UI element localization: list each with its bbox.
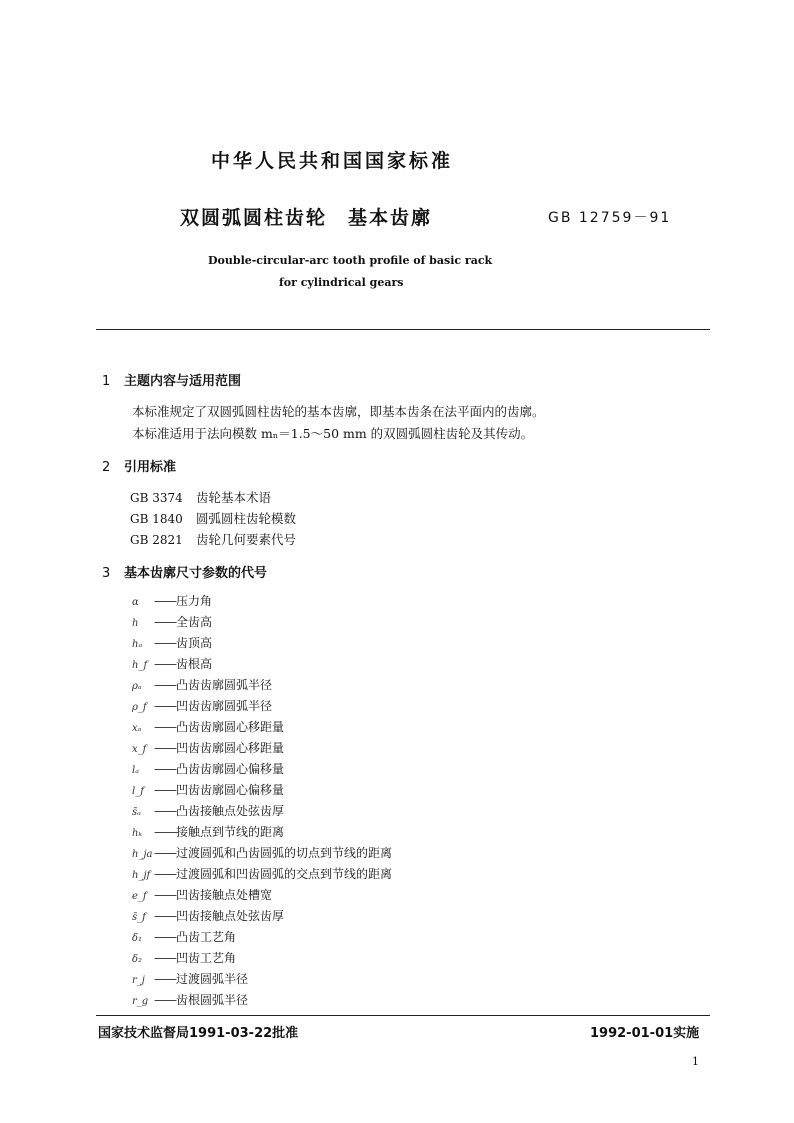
symbol-description: 压力角	[176, 594, 213, 608]
symbol-item	[132, 970, 248, 987]
symbol-item	[132, 592, 212, 609]
dash: ——	[154, 657, 176, 671]
dash: ——	[154, 762, 176, 776]
section-3-title: 基本齿廓尺寸参数的代号	[124, 566, 268, 581]
section-1-paragraph-2: 本标准适用于法向模数 mₙ＝1.5～50 mm 的双圆弧圆柱齿轮及其传动。	[132, 426, 534, 441]
symbol-description: 全齿高	[176, 615, 213, 629]
symbol-item	[132, 781, 284, 798]
symbol-description: 齿根圆弧半径	[176, 993, 249, 1007]
dash: ——	[154, 951, 176, 965]
symbol-description: 齿根高	[176, 657, 213, 671]
symbol: r_g	[132, 996, 149, 1007]
symbol: h	[132, 618, 139, 629]
symbol-description: 凸齿齿廓圆心移距量	[176, 720, 285, 734]
header-rule	[96, 329, 710, 330]
symbol-description: 凹齿接触点处槽宽	[176, 888, 273, 902]
symbol-item	[132, 844, 392, 861]
dash: ——	[154, 720, 176, 734]
symbol-description: 凹齿接触点处弦齿厚	[176, 909, 285, 923]
dash: ——	[154, 930, 176, 944]
section-1-paragraph-1: 本标准规定了双圆弧圆柱齿轮的基本齿廓，即基本齿条在法平面内的齿廓。	[132, 404, 545, 419]
symbol-item	[132, 739, 284, 756]
symbol-item	[132, 928, 236, 945]
reference-code: GB 2821	[130, 533, 183, 547]
symbol: hₖ	[132, 828, 143, 839]
symbol-item	[132, 802, 284, 819]
symbol-description: 凹齿工艺角	[176, 951, 237, 965]
dash: ——	[154, 699, 176, 713]
section-2-heading	[102, 456, 176, 475]
symbol: ρ_f	[132, 702, 147, 713]
dash: ——	[154, 741, 176, 755]
dash: ——	[154, 804, 176, 818]
symbol-description: 过渡圆弧和凸齿圆弧的切点到节线的距离	[176, 846, 393, 860]
section-1-heading	[102, 370, 241, 389]
symbol-item	[132, 718, 284, 735]
footer-rule	[96, 1015, 710, 1016]
dash: ——	[154, 972, 176, 986]
symbol: xₐ	[132, 723, 142, 734]
section-3-heading	[102, 562, 267, 581]
section-2-number: 2	[102, 460, 111, 475]
symbol-description: 过渡圆弧半径	[176, 972, 249, 986]
dash: ——	[154, 909, 176, 923]
symbol-item	[132, 865, 392, 882]
standard-org-heading: 中华人民共和国国家标准	[210, 150, 453, 172]
symbol-item	[132, 697, 272, 714]
symbol-description: 凸齿齿廓圆弧半径	[176, 678, 273, 692]
symbol-item	[132, 991, 248, 1008]
symbol-item	[132, 676, 272, 693]
dash: ——	[154, 615, 176, 629]
reference-name: 齿轮几何要素代号	[196, 532, 297, 547]
symbol: x_f	[132, 744, 147, 755]
reference-code: GB 3374	[130, 491, 183, 505]
symbol-item	[132, 634, 212, 651]
symbol: l_f	[132, 786, 144, 797]
reference-item	[130, 488, 271, 506]
symbol: lₐ	[132, 765, 139, 776]
english-title-line-2: for cylindrical gears	[279, 276, 404, 289]
symbol: r_j	[132, 975, 145, 986]
reference-item	[130, 509, 296, 527]
symbol-item	[132, 760, 284, 777]
symbol-description: 凸齿工艺角	[176, 930, 237, 944]
reference-name: 圆弧圆柱齿轮模数	[196, 511, 297, 526]
symbol: s̄ₐ	[132, 807, 141, 818]
symbol: h_f	[132, 660, 148, 671]
section-2-title: 引用标准	[124, 460, 177, 475]
dash: ——	[154, 825, 176, 839]
dash: ——	[154, 594, 176, 608]
symbol: h_ja	[132, 849, 153, 860]
symbol: e_f	[132, 891, 147, 902]
dash: ——	[154, 993, 176, 1007]
dash: ——	[154, 636, 176, 650]
english-title-line-1: Double-circular-arc tooth profile of basic rack	[208, 254, 493, 267]
document-title: 双圆弧圆柱齿轮 基本齿廓	[180, 207, 433, 229]
symbol-description: 接触点到节线的距离	[176, 825, 285, 839]
symbol-description: 凸齿接触点处弦齿厚	[176, 804, 285, 818]
symbol: δ₂	[132, 954, 143, 965]
standard-code: GB 12759－91	[548, 210, 672, 226]
symbol-description: 凹齿齿廓圆弧半径	[176, 699, 273, 713]
reference-name: 齿轮基本术语	[196, 490, 272, 505]
symbol: s̄_f	[132, 912, 146, 923]
dash: ——	[154, 678, 176, 692]
section-3-number: 3	[102, 566, 111, 581]
symbol-item	[132, 655, 212, 672]
dash: ——	[154, 867, 176, 881]
symbol-item	[132, 613, 212, 630]
symbol: hₐ	[132, 639, 143, 650]
page-number: 1	[692, 1055, 699, 1068]
symbol-item	[132, 907, 284, 924]
section-1-number: 1	[102, 374, 111, 389]
symbol-description: 过渡圆弧和凹齿圆弧的交点到节线的距离	[176, 867, 393, 881]
symbol: h_jf	[132, 870, 151, 881]
dash: ——	[154, 888, 176, 902]
symbol: ρₐ	[132, 681, 142, 692]
implementation-date: 1992-01-01实施	[590, 1026, 700, 1041]
reference-item	[130, 530, 296, 548]
symbol-description: 凹齿齿廓圆心移距量	[176, 741, 285, 755]
section-1-title: 主题内容与适用范围	[124, 374, 242, 389]
symbol: δ₁	[132, 933, 143, 944]
dash: ——	[154, 783, 176, 797]
symbol-description: 凹齿齿廓圆心偏移量	[176, 783, 285, 797]
reference-code: GB 1840	[130, 512, 183, 526]
symbol-item	[132, 886, 272, 903]
dash: ——	[154, 846, 176, 860]
approval-statement: 国家技术监督局1991-03-22批准	[98, 1026, 299, 1041]
symbol: α	[132, 597, 139, 608]
symbol-item	[132, 949, 236, 966]
symbol-description: 齿顶高	[176, 636, 213, 650]
symbol-item	[132, 823, 284, 840]
symbol-description: 凸齿齿廓圆心偏移量	[176, 762, 285, 776]
